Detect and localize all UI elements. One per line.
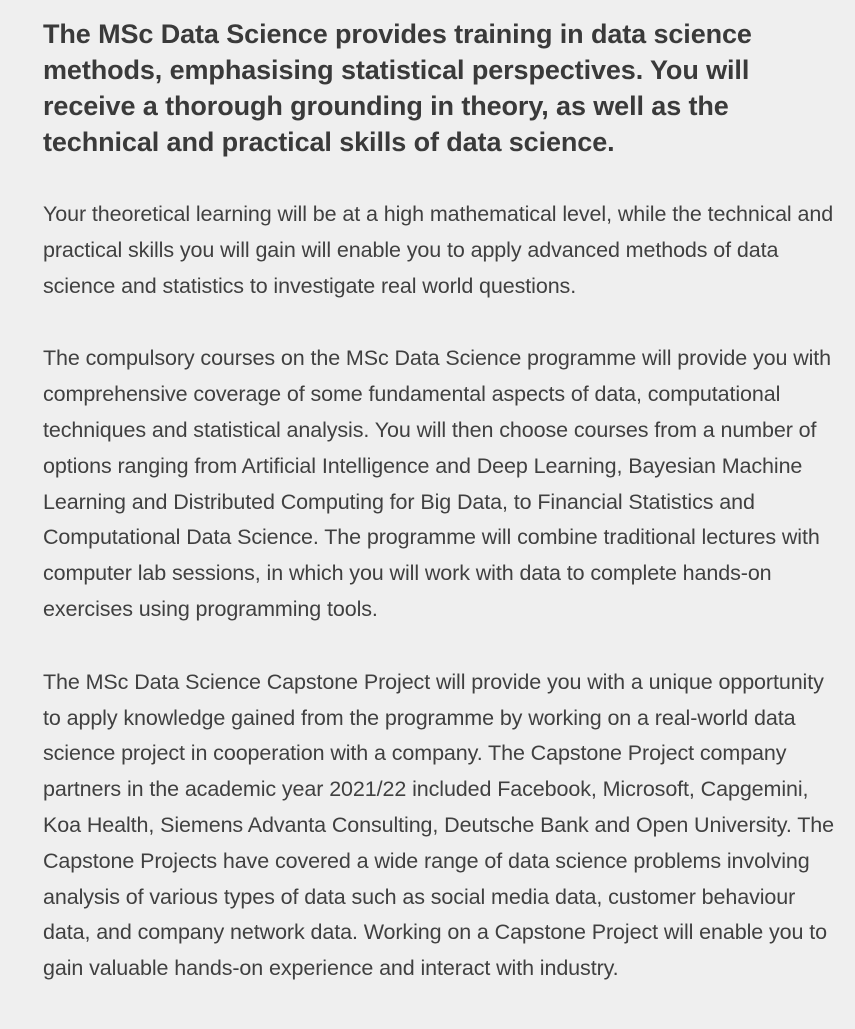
bottom-fade	[0, 995, 855, 1029]
paragraph-courses: The compulsory courses on the MSc Data Science programme will provide you with comprehensive coverage of some fundamental aspects of data, computational techniques and statistical analysis. You will then choose courses from a number of options ranging from Artificial Intelligence and Deep Learning, Bayesian Machine Learning and Distributed Computing for Big Data, to Financial Statistics and Computational Data Science. The programme will combine traditional lectures with computer lab sessions, in which you will work with data to complete hands-on exercises using programming tools.	[43, 346, 832, 621]
paragraph-theory: Your theoretical learning will be at a high mathematical level, while the technical and practical skills you will gain will enable you to apply advanced methods of data science and statistics to investigate real world questions.	[43, 202, 834, 298]
paragraph-capstone: The MSc Data Science Capstone Project will provide you with a unique opportunity to apply knowledge gained from the programme by working on a real-world data science project in cooperation with a company. The Capstone Project company partners in the academic year 2021/22 included Facebook, Microsoft, Capgemini, Koa Health, Siemens Advanta Consulting, Deutsche Bank and Open University. The Capstone Projects have covered a wide range of data science problems involving analysis of various types of data such as social media data, customer behaviour data, and company network data. Working on a Capstone Project will enable you to gain valuable hands-on experience and interact with industry.	[43, 669, 834, 981]
intro-heading: The MSc Data Science provides training in data science methods, emphasising statistical perspectives. You will receive a thorough grounding in theory, as well as the technical and practical skills of data science.	[43, 19, 752, 157]
